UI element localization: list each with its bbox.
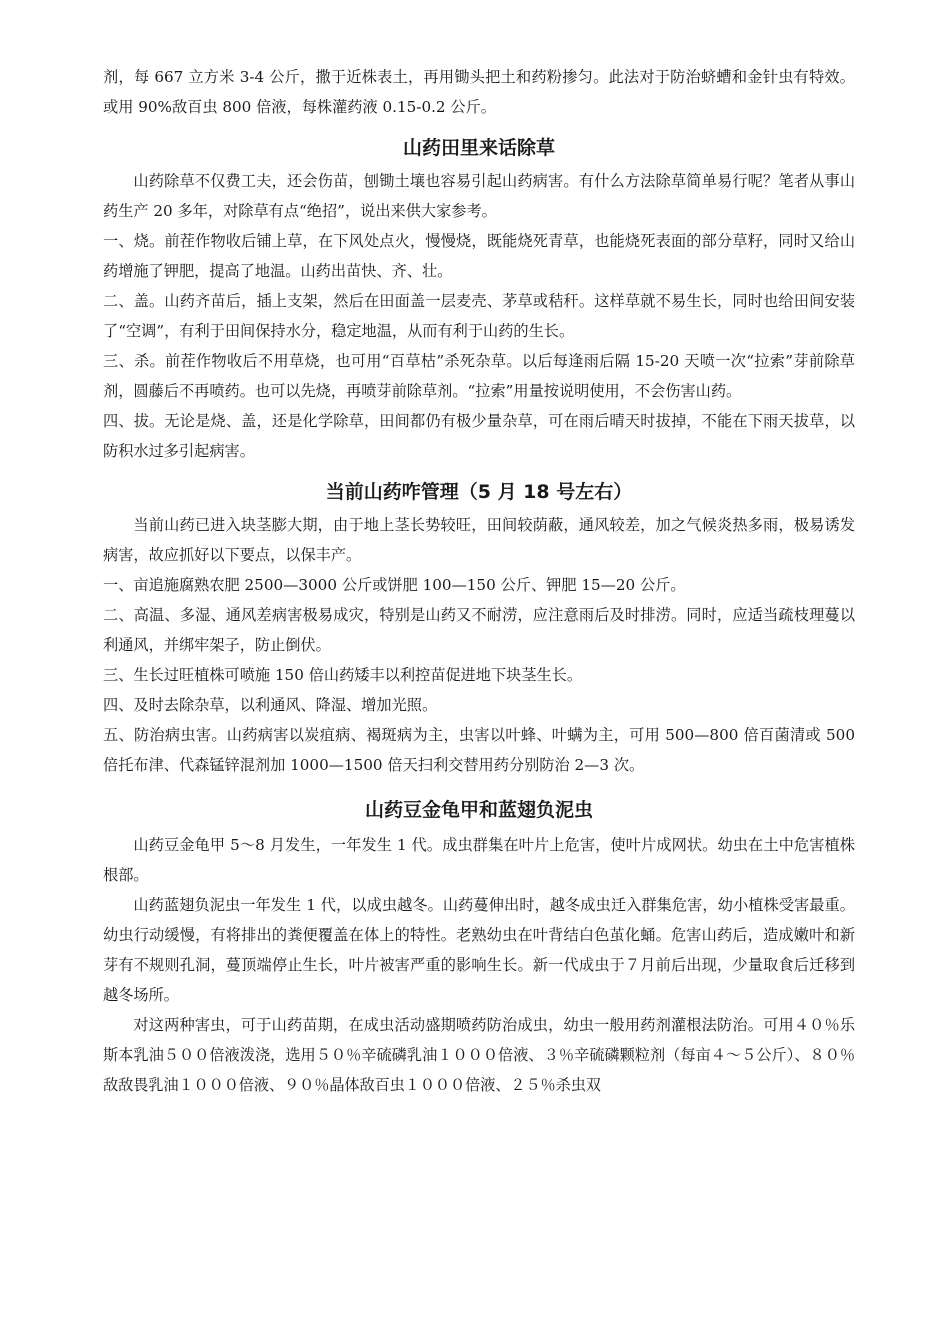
management-drainage-paragraph: 二、高温、多湿、通风差病害极易成灾，特别是山药又不耐涝，应注意雨后及时排涝。同时，应适当疏枝理蔓以利通风，并绑牢架子，防止倒伏。 — [103, 606, 855, 654]
management-weed-paragraph: 四、及时去除杂草，以利通风、降湿、增加光照。 — [103, 696, 438, 714]
weeding-burn-paragraph: 一、烧。前茬作物收后铺上草，在下风处点火，慢慢烧，既能烧死青草，也能烧死表面的部分草籽，同时又给山药增施了钾肥，提高了地温。山药出苗快、齐、壮。 — [103, 232, 855, 280]
document-body — [103, 62, 855, 1100]
management-intro-paragraph: 当前山药已进入块茎膨大期，由于地上茎长势较旺，田间较荫蔽，通风较差，加之气候炎热多雨，极易诱发病害，故应抓好以下要点，以保丰产。 — [103, 516, 855, 564]
pests-control-paragraph: 对这两种害虫，可于山药苗期，在成虫活动盛期喷药防治成虫，幼虫一般用药剂灌根法防治。可用４０％乐斯本乳油５００倍液泼浇，选用５０％辛硫磷乳油１０００倍液、３％辛硫磷颗粒剂（每亩４～５公斤）、８０％敌敌畏乳油１０００倍液、９０％晶体敌百虫１０００倍液、２５％杀虫双 — [103, 1016, 855, 1094]
management-pest-paragraph: 五、防治病虫害。山药病害以炭疽病、褐斑病为主，虫害以叶蜂、叶螨为主，可用 500—800 倍百菌清或 500 倍托布津、代森锰锌混剂加 1000—1500 倍天扫利交替用药分别防治 2—3 次。 — [103, 726, 855, 774]
weeding-pull-paragraph: 四、拔。无论是烧、盖，还是化学除草，田间都仍有极少量杂草，可在雨后晴天时拔掉，不能在下雨天拔草，以防积水过多引起病害。 — [103, 412, 855, 460]
pests-beetle-paragraph: 山药豆金龟甲 5～8 月发生，一年发生 1 代。成虫群集在叶片上危害，使叶片成网状。幼虫在土中危害植株根部。 — [103, 836, 855, 884]
pests-leaf-beetle-paragraph: 山药蓝翅负泥虫一年发生 1 代，以成虫越冬。山药蔓伸出时，越冬成虫迁入群集危害，幼小植株受害最重。幼虫行动缓慢，有将排出的粪便覆盖在体上的特性。老熟幼虫在叶背结白色茧化蛹。危害山药后，造成嫩叶和新芽有不规则孔洞，蔓顶端停止生长，叶片被害严重的影响生长。新一代成虫于７月前后出现，少量取食后迁移到越冬场所。 — [103, 896, 855, 1004]
weeding-cover-paragraph: 二、盖。山药齐苗后，插上支架，然后在田面盖一层麦壳、茅草或秸秆。这样草就不易生长，同时也给田间安装了“空调”，有利于田间保持水分，稳定地温，从而有利于山药的生长。 — [103, 292, 855, 340]
section-title-weeding: 山药田里来话除草 — [402, 137, 555, 159]
weeding-herbicide-paragraph: 三、杀。前茬作物收后不用草烧，也可用“百草枯”杀死杂草。以后每逢雨后隔 15-20 天喷一次“拉索”芽前除草剂，圆藤后不再喷药。也可以先烧，再喷芽前除草剂。“拉索”用量按说明使用，不会伤害山药。 — [103, 352, 855, 400]
management-fertilizer-paragraph: 一、亩追施腐熟农肥 2500—3000 公斤或饼肥 100—150 公斤、钾肥 15—20 公斤。 — [103, 576, 686, 594]
section-title-management: 当前山药咋管理（5 月 18 号左右） — [325, 481, 633, 503]
management-growth-paragraph: 三、生长过旺植株可喷施 150 倍山药矮丰以利控苗促进地下块茎生长。 — [103, 666, 583, 684]
section-title-pests: 山药豆金龟甲和蓝翅负泥虫 — [364, 799, 593, 821]
weeding-intro-paragraph: 山药除草不仅费工夫，还会伤苗，刨锄土壤也容易引起山药病害。有什么方法除草简单易行呢？笔者从事山药生产 20 多年，对除草有点“绝招”，说出来供大家参考。 — [103, 172, 855, 220]
intro-paragraph: 剂，每 667 立方米 3-4 公斤，撒于近株表土，再用锄头把土和药粉掺匀。此法对于防治蛴螬和金针虫有特效。或用 90%敌百虫 800 倍液，每株灌药液 0.15-0.2 公斤。 — [103, 68, 855, 116]
